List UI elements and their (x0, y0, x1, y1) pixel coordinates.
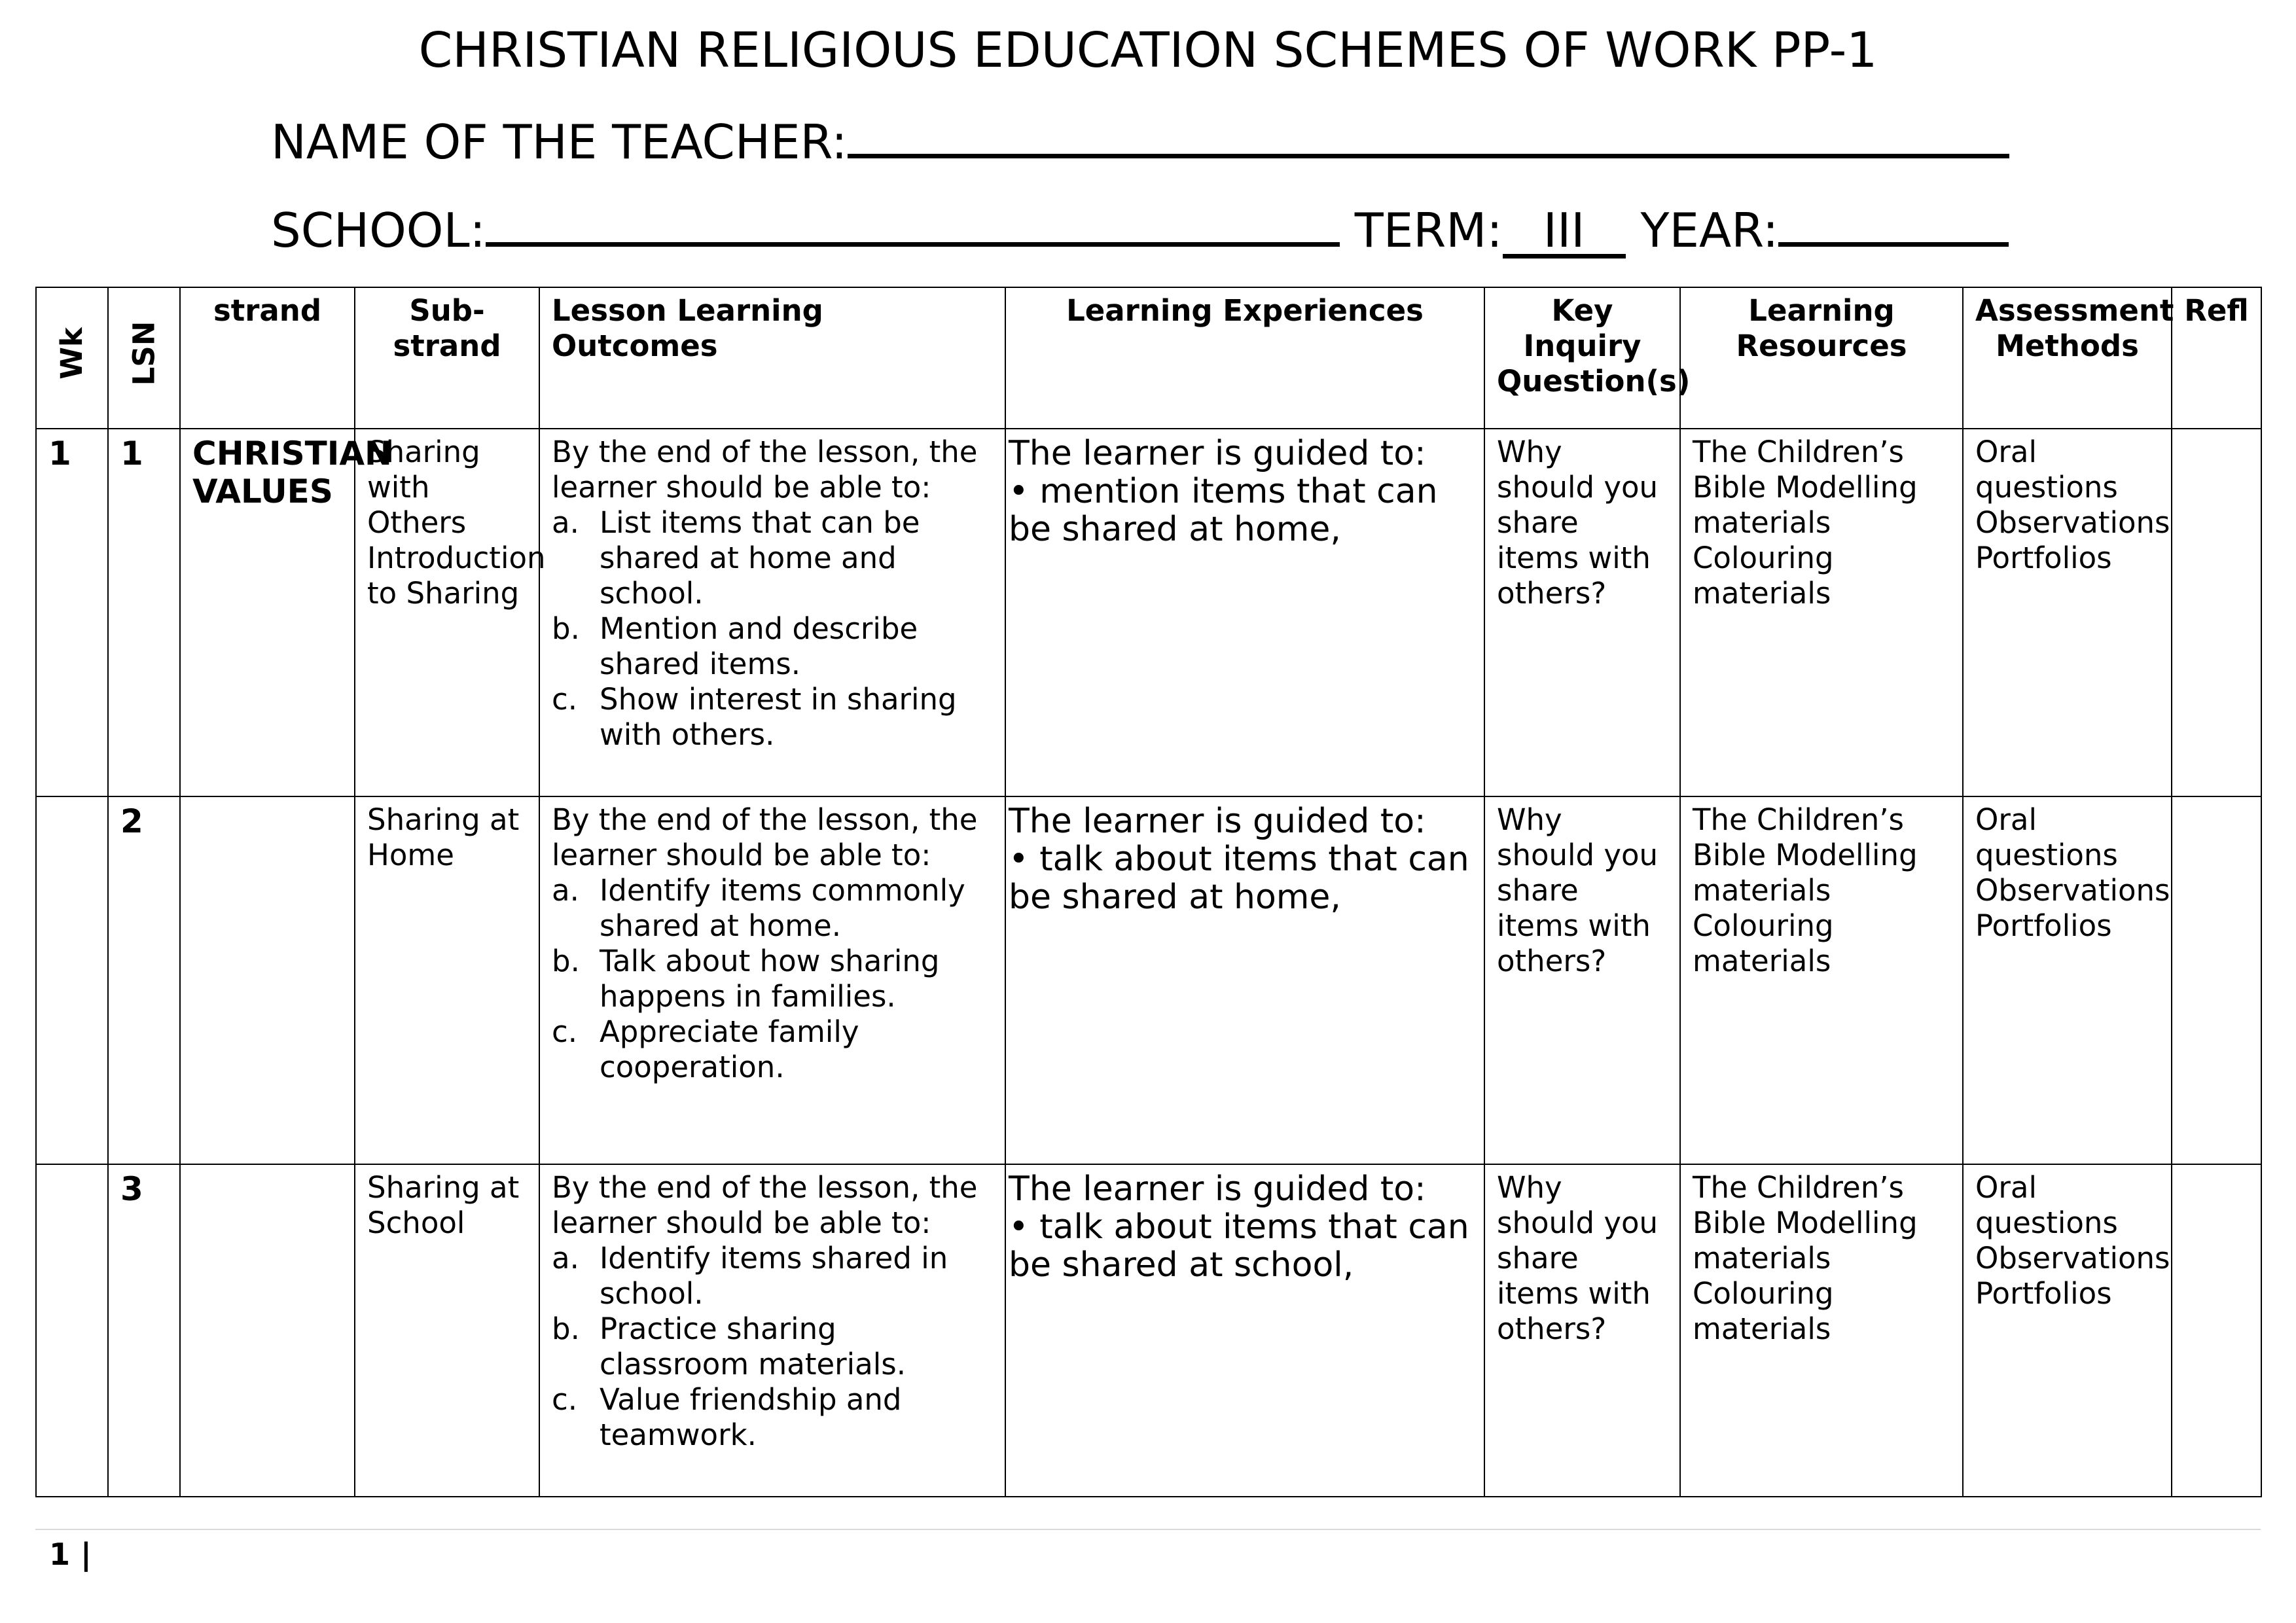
year-label: YEAR: (1640, 203, 1779, 258)
col-wk-header: Wk (54, 327, 89, 380)
outcome-list (552, 505, 993, 753)
experience-intro: The learner is guided to: (1009, 434, 1426, 473)
inquiry-cell: Why should you share items with others? (1484, 796, 1680, 1164)
outcome-intro: By the end of the lesson, the learner should be able to: (552, 435, 978, 505)
table-row (36, 1164, 2261, 1497)
outcome-list (552, 873, 993, 1085)
list-text: Show interest in sharing with others. (600, 682, 957, 752)
teacher-label: NAME OF THE TEACHER: (271, 115, 848, 169)
outcome-intro: By the end of the lesson, the learner should be able to: (552, 1170, 978, 1240)
header-row (36, 287, 2261, 429)
lsn-cell: 3 (108, 1164, 180, 1497)
strand-cell (180, 1164, 355, 1497)
list-item (552, 1382, 993, 1453)
page-number: 1 | (49, 1537, 92, 1572)
assessment-cell: Oral questions Observations Portfolios (1963, 429, 2172, 796)
list-text: Practice sharing classroom materials. (600, 1311, 906, 1382)
list-text: Talk about how sharing happens in families. (600, 944, 940, 1014)
experiences-cell (1005, 1164, 1484, 1497)
list-item (552, 944, 993, 1014)
col-experiences-header: Learning Experiences (1005, 287, 1484, 429)
year-blank (1778, 203, 2009, 247)
document-title: CHRISTIAN RELIGIOUS EDUCATION SCHEMES OF WORK PP-1 (418, 22, 1878, 79)
list-marker: a. (552, 505, 579, 540)
col-lsn-header: LSN (126, 321, 161, 386)
resources-cell: The Children’s Bible Modelling materials Colouring materials (1680, 796, 1963, 1164)
experience-intro: The learner is guided to: (1009, 1169, 1426, 1209)
list-marker: a. (552, 1241, 579, 1275)
inquiry-cell: Why should you share items with others? (1484, 1164, 1680, 1497)
list-text: Identify items commonly shared at home. (600, 873, 965, 943)
col-inquiry-header: Key Inquiry Question(s) (1484, 287, 1680, 429)
strand-cell (180, 796, 355, 1164)
list-marker: a. (552, 873, 579, 908)
col-outcomes-header: Lesson Learning Outcomes (539, 287, 1005, 429)
substrand-cell: Sharing with Others Introduction to Sharing (355, 429, 539, 796)
teacher-blank (848, 115, 2009, 158)
table-row (36, 429, 2261, 796)
list-item (552, 611, 993, 682)
teacher-line (271, 115, 2009, 169)
resources-cell: The Children’s Bible Modelling materials Colouring materials (1680, 429, 1963, 796)
table-row (36, 796, 2261, 1164)
school-term-year-line (271, 203, 2009, 259)
list-marker: b. (552, 611, 580, 646)
outcome-intro: By the end of the lesson, the learner should be able to: (552, 802, 978, 872)
list-marker: b. (552, 944, 580, 978)
list-item (552, 1014, 993, 1085)
outcomes-cell (539, 1164, 1005, 1497)
experience-item: • mention items that can be shared at home, (1009, 472, 1438, 549)
assessment-cell: Oral questions Observations Portfolios (1963, 1164, 2172, 1497)
wk-cell (36, 1164, 108, 1497)
list-item (552, 682, 993, 753)
list-item (552, 1241, 993, 1311)
list-text: Value friendship and teamwork. (600, 1382, 902, 1452)
term-value: III (1503, 207, 1626, 259)
resources-cell: The Children’s Bible Modelling materials Colouring materials (1680, 1164, 1963, 1497)
list-marker: c. (552, 1382, 578, 1417)
list-text: Identify items shared in school. (600, 1241, 948, 1311)
refl-cell (2172, 429, 2261, 796)
list-marker: b. (552, 1311, 580, 1346)
list-text: Mention and describe shared items. (600, 611, 918, 681)
lsn-cell: 2 (108, 796, 180, 1164)
scheme-table (35, 287, 2262, 1497)
col-strand-header: strand (180, 287, 355, 429)
footer-divider (35, 1529, 2261, 1530)
col-assessment-header: Assessment Methods (1963, 287, 2172, 429)
list-marker: c. (552, 1014, 578, 1049)
school-label: SCHOOL: (271, 203, 486, 258)
experiences-cell (1005, 429, 1484, 796)
experience-item: • talk about items that can be shared at school, (1009, 1207, 1469, 1285)
substrand-cell: Sharing at Home (355, 796, 539, 1164)
outcomes-cell (539, 429, 1005, 796)
assessment-cell: Oral questions Observations Portfolios (1963, 796, 2172, 1164)
refl-cell (2172, 1164, 2261, 1497)
col-resources-header: Learning Resources (1680, 287, 1963, 429)
list-text: Appreciate family cooperation. (600, 1014, 859, 1084)
experiences-cell (1005, 796, 1484, 1164)
inquiry-cell: Why should you share items with others? (1484, 429, 1680, 796)
lsn-cell: 1 (108, 429, 180, 796)
list-marker: c. (552, 682, 578, 717)
col-substrand-header: Sub-strand (355, 287, 539, 429)
col-refl-header: Refl (2172, 287, 2261, 429)
outcomes-cell (539, 796, 1005, 1164)
school-blank (486, 203, 1340, 247)
wk-cell: 1 (36, 429, 108, 796)
outcome-list (552, 1241, 993, 1453)
experience-intro: The learner is guided to: (1009, 802, 1426, 841)
experience-item: • talk about items that can be shared at home, (1009, 840, 1469, 917)
refl-cell (2172, 796, 2261, 1164)
list-item (552, 1311, 993, 1382)
list-text: List items that can be shared at home and school. (600, 505, 920, 611)
list-item (552, 505, 993, 611)
list-item (552, 873, 993, 944)
wk-cell (36, 796, 108, 1164)
term-label: TERM: (1354, 203, 1503, 258)
strand-cell: CHRISTIAN VALUES (180, 429, 355, 796)
substrand-cell: Sharing at School (355, 1164, 539, 1497)
